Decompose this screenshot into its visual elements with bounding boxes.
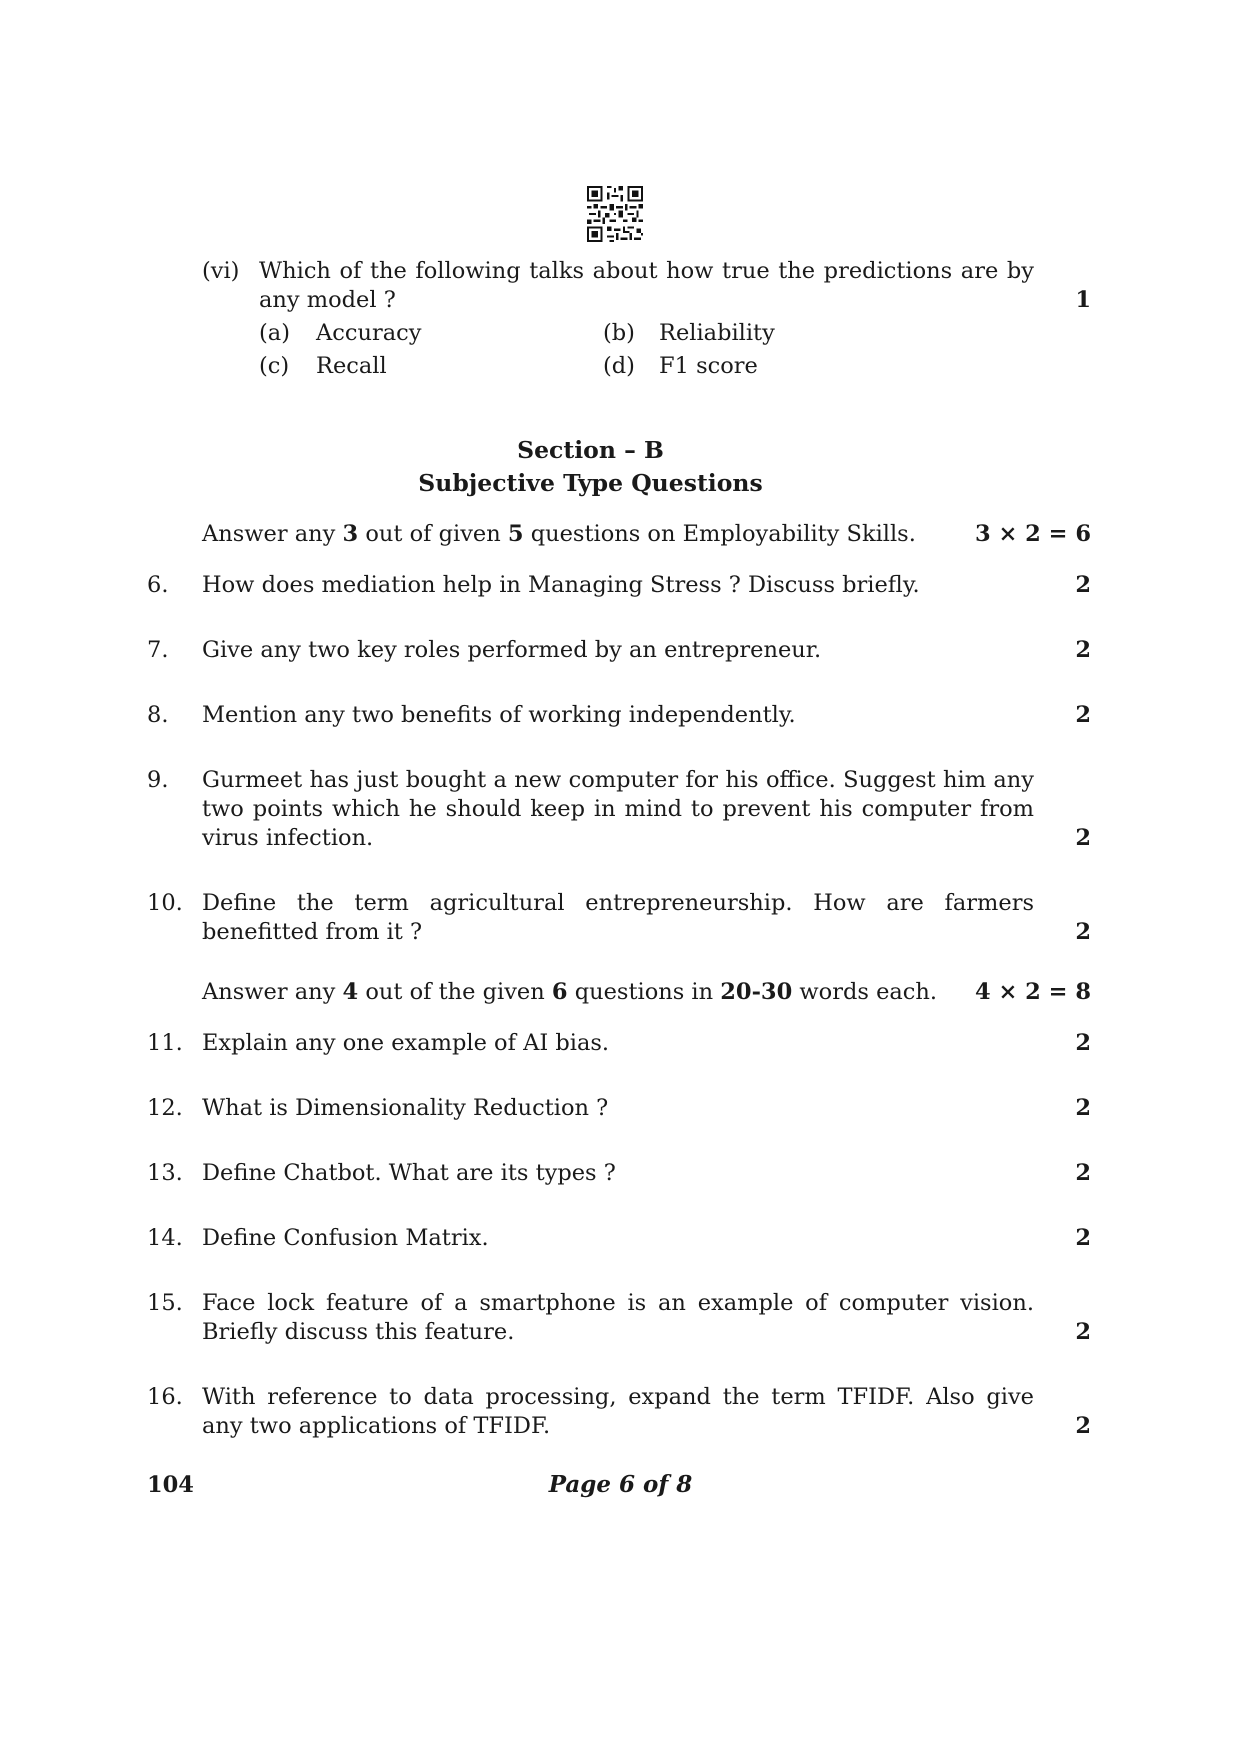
section-title: Section – B bbox=[517, 436, 664, 464]
option-text: Accuracy bbox=[316, 320, 422, 346]
question-text: Gurmeet has just bought a new computer for his office. Suggest him any two points which he should keep in mind to prevent his computer from virus infection. bbox=[202, 767, 1034, 851]
question-text: any model ? bbox=[259, 287, 396, 313]
question-text: Which of the following talks about how true the predictions are by bbox=[259, 258, 1034, 284]
qr-code-icon bbox=[587, 186, 643, 242]
question-number: 6. bbox=[147, 572, 169, 598]
question-marks: 1 bbox=[1075, 287, 1091, 313]
question-text: Define Confusion Matrix. bbox=[202, 1225, 489, 1251]
question-marks: 2 bbox=[1075, 1095, 1091, 1121]
option-text: Reliability bbox=[659, 320, 775, 346]
paper-code: 104 bbox=[147, 1472, 194, 1498]
question-text: How does mediation help in Managing Stress ? Discuss briefly. bbox=[202, 572, 920, 598]
question-text: Define Chatbot. What are its types ? bbox=[202, 1160, 616, 1186]
option-label: (a) bbox=[259, 320, 290, 346]
instruction: Answer any 3 out of given 5 questions on Employability Skills. bbox=[202, 521, 916, 547]
page-number: Page 6 of 8 bbox=[548, 1471, 693, 1498]
question-marks: 2 bbox=[1075, 702, 1091, 728]
question-marks: 2 bbox=[1075, 825, 1091, 851]
option-text: F1 score bbox=[659, 353, 758, 379]
question-number: 11. bbox=[147, 1030, 183, 1056]
option-label: (c) bbox=[259, 353, 290, 379]
question-text: With reference to data processing, expand the term TFIDF. Also give any two applications of TFIDF. bbox=[202, 1384, 1034, 1439]
question-marks: 2 bbox=[1075, 1319, 1091, 1345]
question-label: (vi) bbox=[202, 258, 240, 284]
option-label: (b) bbox=[603, 320, 635, 346]
question-number: 9. bbox=[147, 767, 169, 793]
section-subtitle: Subjective Type Questions bbox=[418, 469, 763, 497]
question-number: 12. bbox=[147, 1095, 183, 1121]
instruction: Answer any 4 out of the given 6 questions in 20-30 words each. bbox=[202, 979, 938, 1005]
question-marks: 2 bbox=[1075, 572, 1091, 598]
question-text: Explain any one example of AI bias. bbox=[202, 1030, 610, 1056]
option-text: Recall bbox=[316, 353, 387, 379]
question-text: Mention any two benefits of working independently. bbox=[202, 702, 796, 728]
question-number: 14. bbox=[147, 1225, 183, 1251]
question-marks: 2 bbox=[1075, 1160, 1091, 1186]
question-marks: 2 bbox=[1075, 919, 1091, 945]
question-number: 7. bbox=[147, 637, 169, 663]
question-marks: 2 bbox=[1075, 1225, 1091, 1251]
option-label: (d) bbox=[603, 353, 635, 379]
section-marks: 3 × 2 = 6 bbox=[974, 521, 1091, 547]
question-marks: 2 bbox=[1075, 1030, 1091, 1056]
question-number: 8. bbox=[147, 702, 169, 728]
question-text: Face lock feature of a smartphone is an example of computer vision. Briefly discuss this feature. bbox=[202, 1290, 1034, 1345]
question-text: Give any two key roles performed by an entrepreneur. bbox=[202, 637, 822, 663]
question-marks: 2 bbox=[1075, 637, 1091, 663]
question-marks: 2 bbox=[1075, 1413, 1091, 1439]
question-number: 10. bbox=[147, 890, 183, 916]
question-number: 13. bbox=[147, 1160, 183, 1186]
question-number: 15. bbox=[147, 1290, 183, 1316]
question-text: Define the term agricultural entrepreneurship. How are farmers benefitted from it ? bbox=[202, 890, 1034, 945]
question-number: 16. bbox=[147, 1384, 183, 1410]
section-marks: 4 × 2 = 8 bbox=[974, 979, 1091, 1005]
question-text: What is Dimensionality Reduction ? bbox=[202, 1095, 609, 1121]
